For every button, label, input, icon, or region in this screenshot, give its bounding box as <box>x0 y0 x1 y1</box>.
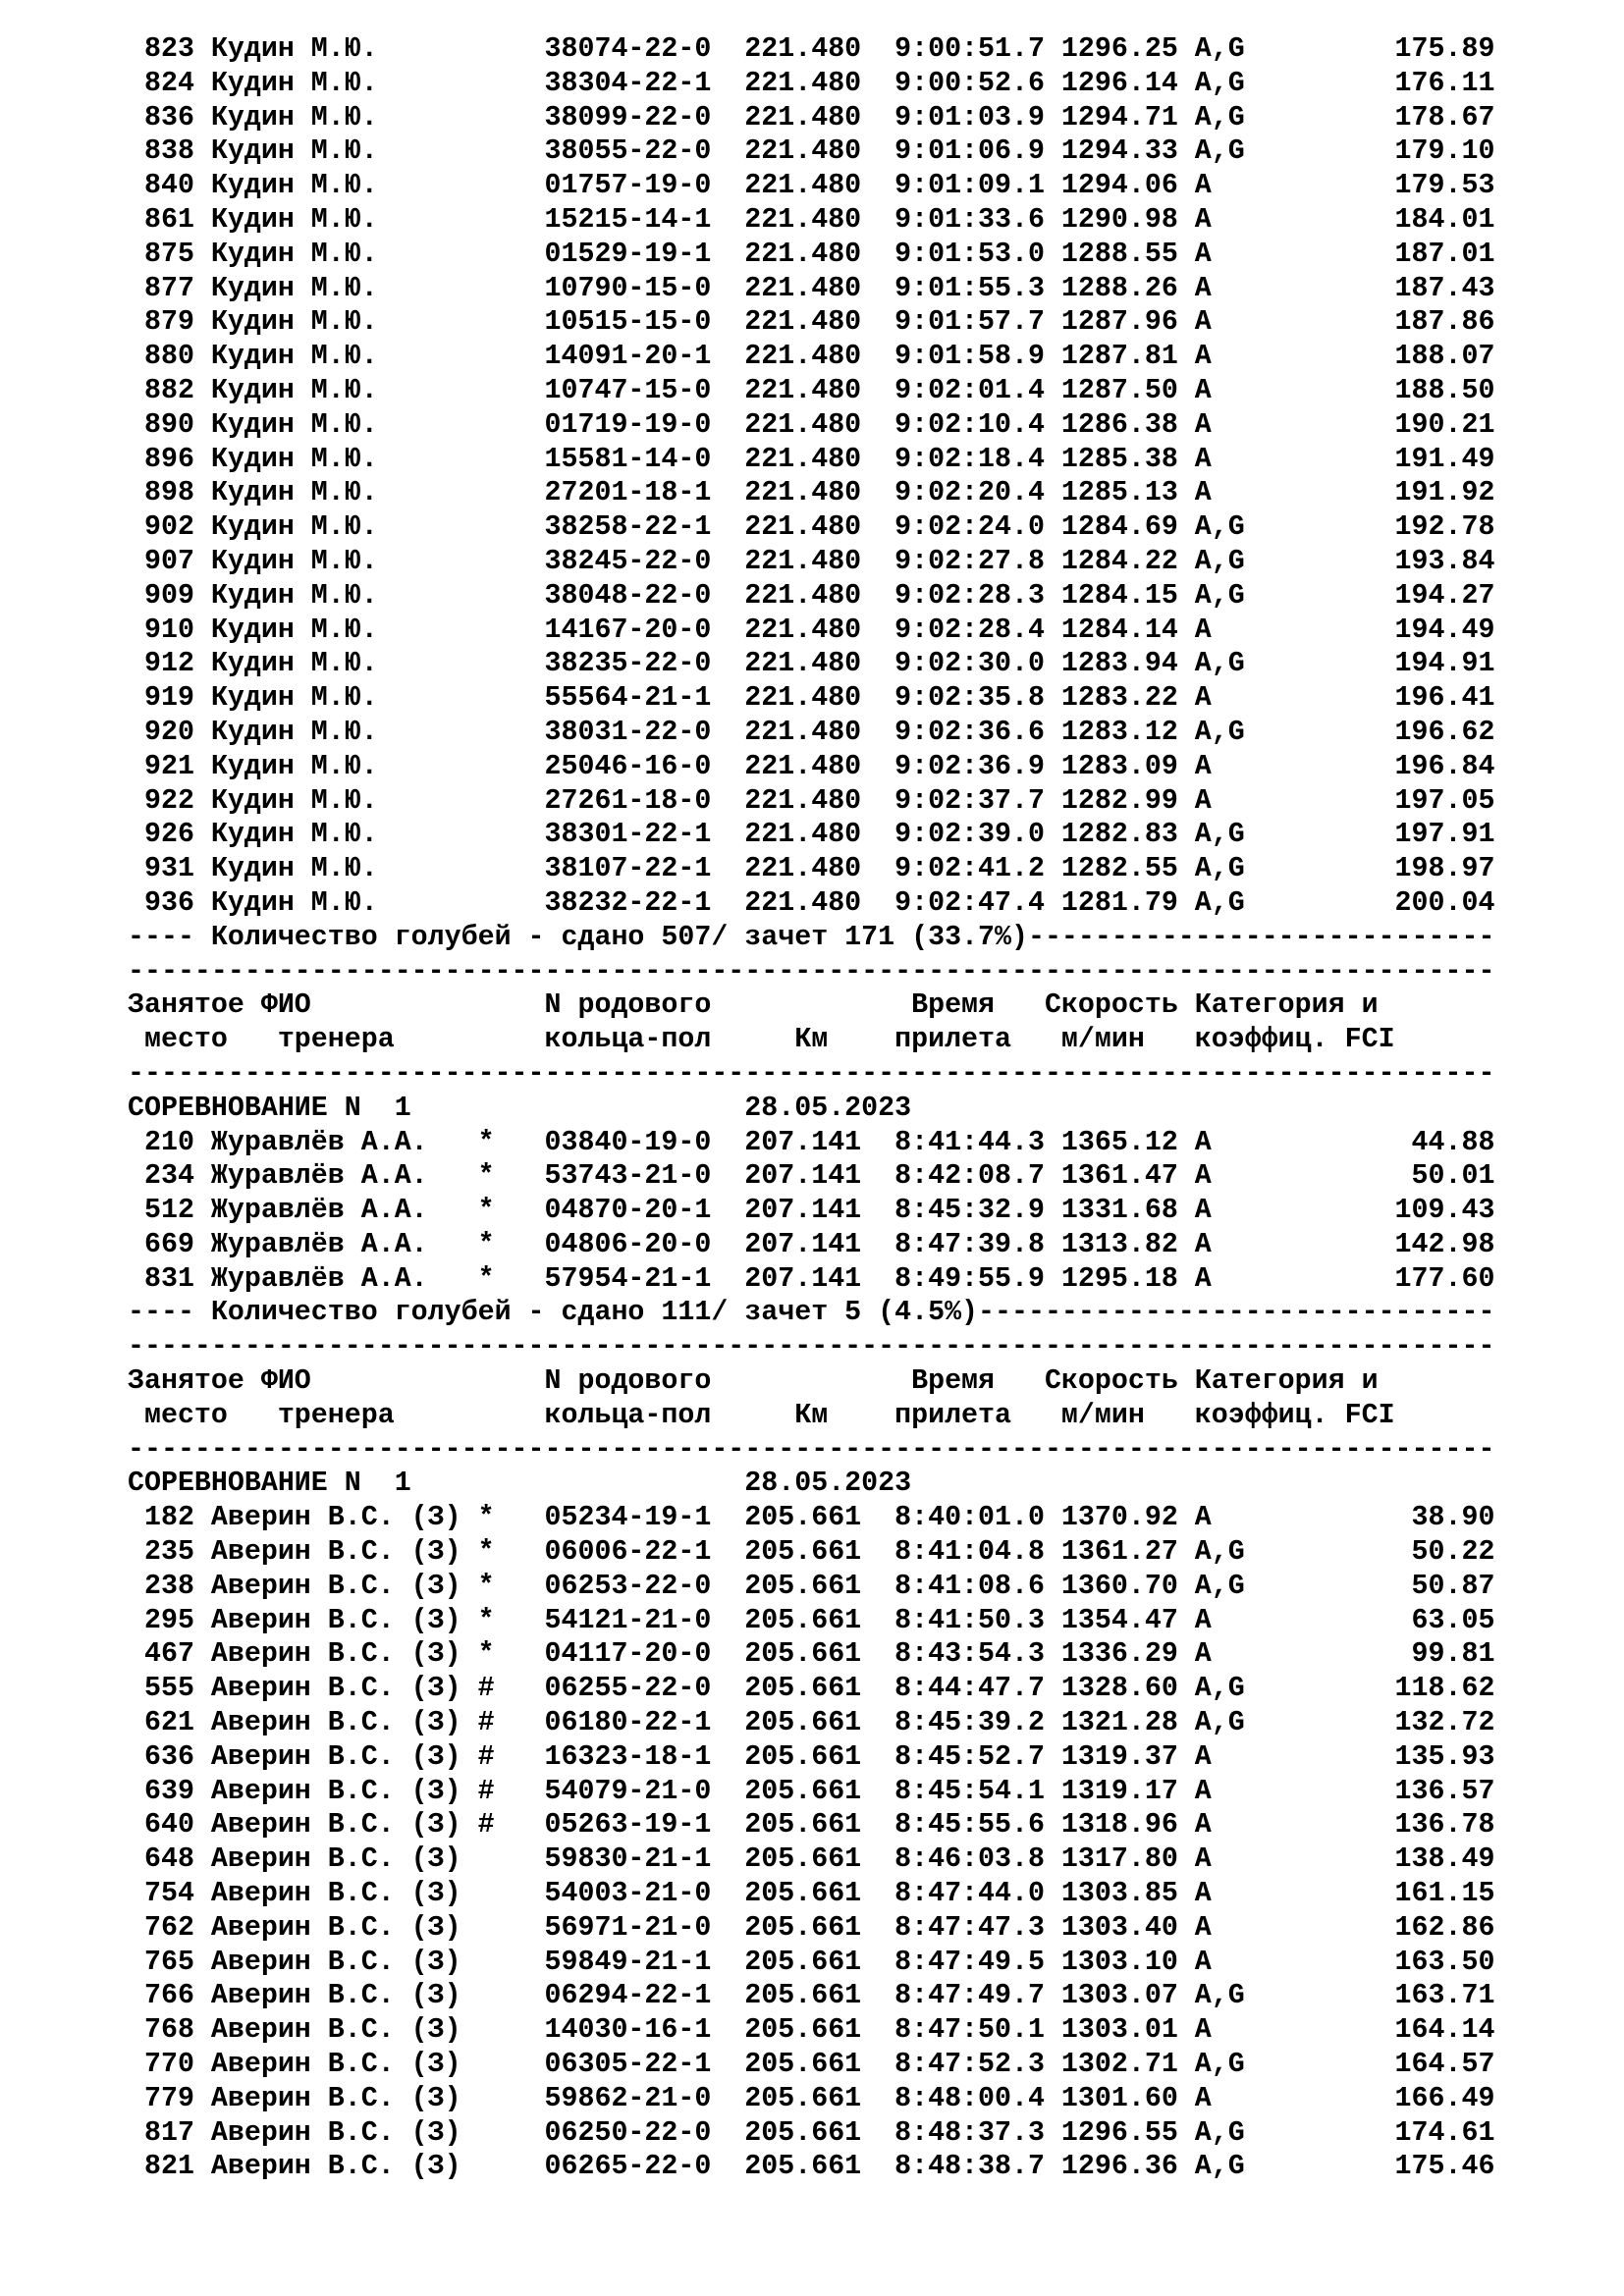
result-row: 821 Аверин В.С. (З) 06265-22-0 205.661 8:48:38.7 1296.36 A,G 175.46 <box>128 2151 1495 2183</box>
result-row: 762 Аверин В.С. (З) 56971-21-0 205.661 8:47:47.3 1303.40 A 162.86 <box>128 1911 1495 1944</box>
result-row: 936 Кудин М.Ю. 38232-22-1 221.480 9:02:47.4 1281.79 A,G 200.04 <box>128 886 1495 919</box>
result-row: 922 Кудин М.Ю. 27261-18-0 221.480 9:02:37.7 1282.99 A 197.05 <box>128 784 1495 817</box>
result-row: 768 Аверин В.С. (З) 14030-16-1 205.661 8:47:50.1 1303.01 A 164.14 <box>128 2014 1495 2047</box>
result-row: 467 Аверин В.С. (З) * 04117-20-0 205.661 8:43:54.3 1336.29 A 99.81 <box>128 1638 1495 1671</box>
result-row: 836 Кудин М.Ю. 38099-22-0 221.480 9:01:03.9 1294.71 A,G 178.67 <box>128 101 1495 133</box>
result-row: 648 Аверин В.С. (З) 59830-21-1 205.661 8:46:03.8 1317.80 A 138.49 <box>128 1843 1495 1876</box>
result-row: 823 Кудин М.Ю. 38074-22-0 221.480 9:00:51.7 1296.25 A,G 175.89 <box>128 33 1495 65</box>
result-row: 512 Журавлёв А.А. * 04870-20-1 207.141 8:45:32.9 1331.68 A 109.43 <box>128 1195 1495 1227</box>
divider: ---------------------------------------------------------------------------------- <box>128 955 1495 988</box>
divider: ---------------------------------------------------------------------------------- <box>128 1433 1495 1466</box>
result-row: 639 Аверин В.С. (З) # 54079-21-0 205.661 8:45:54.1 1319.17 A 136.57 <box>128 1775 1495 1807</box>
result-row: 890 Кудин М.Ю. 01719-19-0 221.480 9:02:10.4 1286.38 A 190.21 <box>128 408 1495 441</box>
divider: ---------------------------------------------------------------------------------- <box>128 1057 1495 1090</box>
result-row: 919 Кудин М.Ю. 55564-21-1 221.480 9:02:35.8 1283.22 A 196.41 <box>128 682 1495 715</box>
result-row: 920 Кудин М.Ю. 38031-22-0 221.480 9:02:36.6 1283.12 A,G 196.62 <box>128 716 1495 748</box>
result-row: 880 Кудин М.Ю. 14091-20-1 221.480 9:01:58.9 1287.81 A 188.07 <box>128 341 1495 373</box>
result-row: 907 Кудин М.Ю. 38245-22-0 221.480 9:02:27.8 1284.22 A,G 193.84 <box>128 545 1495 577</box>
result-row: 909 Кудин М.Ю. 38048-22-0 221.480 9:02:28.3 1284.15 A,G 194.27 <box>128 579 1495 612</box>
result-row: 831 Журавлёв А.А. * 57954-21-1 207.141 8:49:55.9 1295.18 A 177.60 <box>128 1262 1495 1295</box>
divider: ---------------------------------------------------------------------------------- <box>128 1331 1495 1363</box>
result-row: 669 Журавлёв А.А. * 04806-20-0 207.141 8:47:39.8 1313.82 A 142.98 <box>128 1228 1495 1260</box>
result-row: 765 Аверин В.С. (З) 59849-21-1 205.661 8:47:49.5 1303.10 A 163.50 <box>128 1946 1495 1978</box>
result-row: 898 Кудин М.Ю. 27201-18-1 221.480 9:02:20.4 1285.13 A 191.92 <box>128 477 1495 509</box>
result-row: 766 Аверин В.С. (З) 06294-22-1 205.661 8:47:49.7 1303.07 A,G 163.71 <box>128 1980 1495 2012</box>
result-row: 926 Кудин М.Ю. 38301-22-1 221.480 9:02:39.0 1282.83 A,G 197.91 <box>128 819 1495 851</box>
column-header-line-2: место тренера кольца-пол Км прилета м/мин коэффиц. FCI <box>128 1399 1395 1431</box>
column-header-line-1: Занятое ФИО N родового Время Скорость Категория и <box>128 1365 1379 1398</box>
result-row: 779 Аверин В.С. (З) 59862-21-0 205.661 8:48:00.4 1301.60 A 166.49 <box>128 2082 1495 2114</box>
result-row: 555 Аверин В.С. (З) # 06255-22-0 205.661 8:44:47.7 1328.60 A,G 118.62 <box>128 1673 1495 1705</box>
result-row: 210 Журавлёв А.А. * 03840-19-0 207.141 8:41:44.3 1365.12 A 44.88 <box>128 1126 1495 1158</box>
result-row: 896 Кудин М.Ю. 15581-14-0 221.480 9:02:18.4 1285.38 A 191.49 <box>128 443 1495 475</box>
result-row: 838 Кудин М.Ю. 38055-22-0 221.480 9:01:06.9 1294.33 A,G 179.10 <box>128 135 1495 168</box>
result-row: 295 Аверин В.С. (З) * 54121-21-0 205.661 8:41:50.3 1354.47 A 63.05 <box>128 1604 1495 1636</box>
summary-line: ---- Количество голубей - сдано 111/ зачет 5 (4.5%)------------------------------- <box>128 1297 1495 1329</box>
result-row: 875 Кудин М.Ю. 01529-19-1 221.480 9:01:53.0 1288.55 A 187.01 <box>128 238 1495 270</box>
result-row: 877 Кудин М.Ю. 10790-15-0 221.480 9:01:55.3 1288.26 A 187.43 <box>128 272 1495 304</box>
result-row: 636 Аверин В.С. (З) # 16323-18-1 205.661 8:45:52.7 1319.37 A 135.93 <box>128 1740 1495 1773</box>
result-row: 921 Кудин М.Ю. 25046-16-0 221.480 9:02:36.9 1283.09 A 196.84 <box>128 750 1495 782</box>
result-row: 910 Кудин М.Ю. 14167-20-0 221.480 9:02:28.4 1284.14 A 194.49 <box>128 614 1495 646</box>
result-row: 879 Кудин М.Ю. 10515-15-0 221.480 9:01:57.7 1287.96 A 187.86 <box>128 306 1495 339</box>
competition-line: СОРЕВНОВАНИЕ N 1 28.05.2023 <box>128 1092 912 1124</box>
result-row: 912 Кудин М.Ю. 38235-22-0 221.480 9:02:30.0 1283.94 A,G 194.91 <box>128 648 1495 680</box>
result-row: 931 Кудин М.Ю. 38107-22-1 221.480 9:02:41.2 1282.55 A,G 198.97 <box>128 853 1495 885</box>
result-row: 882 Кудин М.Ю. 10747-15-0 221.480 9:02:01.4 1287.50 A 188.50 <box>128 374 1495 406</box>
result-row: 840 Кудин М.Ю. 01757-19-0 221.480 9:01:09.1 1294.06 A 179.53 <box>128 170 1495 202</box>
competition-line: СОРЕВНОВАНИЕ N 1 28.05.2023 <box>128 1468 912 1500</box>
result-row: 640 Аверин В.С. (З) # 05263-19-1 205.661 8:45:55.6 1318.96 A 136.78 <box>128 1809 1495 1842</box>
result-row: 817 Аверин В.С. (З) 06250-22-0 205.661 8:48:37.3 1296.55 A,G 174.61 <box>128 2116 1495 2149</box>
column-header-line-1: Занятое ФИО N родового Время Скорость Категория и <box>128 989 1379 1022</box>
result-row: 238 Аверин В.С. (З) * 06253-22-0 205.661 8:41:08.6 1360.70 A,G 50.87 <box>128 1570 1495 1602</box>
result-row: 754 Аверин В.С. (З) 54003-21-0 205.661 8:47:44.0 1303.85 A 161.15 <box>128 1878 1495 1910</box>
result-row: 770 Аверин В.С. (З) 06305-22-1 205.661 8:47:52.3 1302.71 A,G 164.57 <box>128 2049 1495 2081</box>
result-row: 621 Аверин В.С. (З) # 06180-22-1 205.661 8:45:39.2 1321.28 A,G 132.72 <box>128 1707 1495 1739</box>
result-row: 234 Журавлёв А.А. * 53743-21-0 207.141 8:42:08.7 1361.47 A 50.01 <box>128 1160 1495 1193</box>
result-row: 902 Кудин М.Ю. 38258-22-1 221.480 9:02:24.0 1284.69 A,G 192.78 <box>128 511 1495 544</box>
result-row: 182 Аверин В.С. (З) * 05234-19-1 205.661 8:40:01.0 1370.92 A 38.90 <box>128 1502 1495 1534</box>
result-row: 861 Кудин М.Ю. 15215-14-1 221.480 9:01:33.6 1290.98 A 184.01 <box>128 203 1495 236</box>
result-row: 235 Аверин В.С. (З) * 06006-22-1 205.661 8:41:04.8 1361.27 A,G 50.22 <box>128 1536 1495 1569</box>
result-row: 824 Кудин М.Ю. 38304-22-1 221.480 9:00:52.6 1296.14 A,G 176.11 <box>128 67 1495 99</box>
results-report <box>128 32 1600 2184</box>
column-header-line-2: место тренера кольца-пол Км прилета м/мин коэффиц. FCI <box>128 1024 1395 1056</box>
summary-line: ---- Количество голубей - сдано 507/ зачет 171 (33.7%)---------------------------- <box>128 921 1495 953</box>
